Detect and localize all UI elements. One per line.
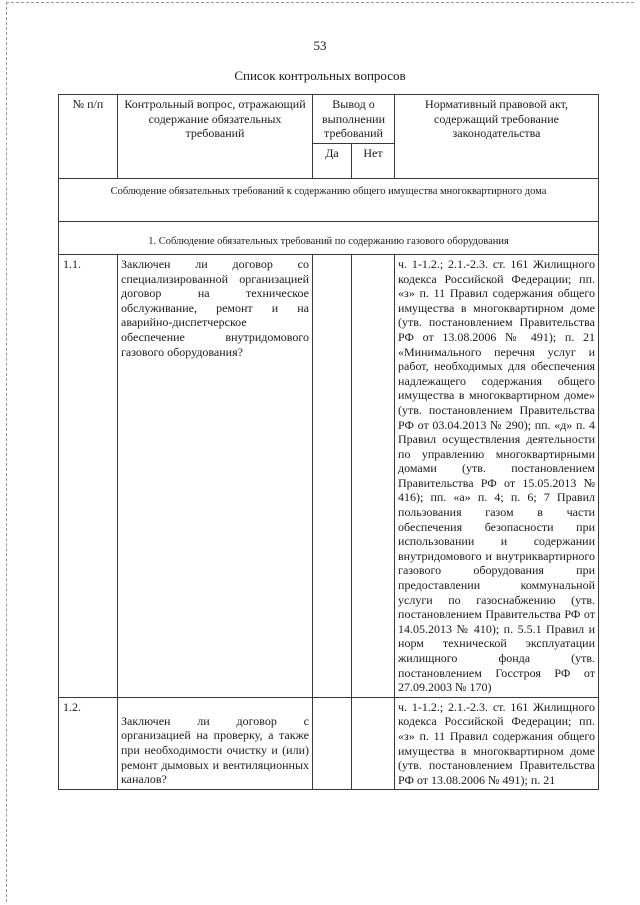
row-question: Заключен ли договор со специализированной организацией договор на техническое обслуживание, ремонт и на аварийно-диспетчерское обеспечение внутридомового газового оборудования?	[118, 254, 313, 697]
section-main-row	[59, 178, 599, 222]
table-row	[59, 254, 599, 697]
header-yes: Да	[313, 143, 352, 178]
header-no: Нет	[352, 143, 395, 178]
row-yes	[313, 697, 352, 790]
header-result: Вывод о выполнении требований	[313, 95, 395, 144]
header-law: Нормативный правовой акт, содержащий требование законодательства	[395, 95, 599, 179]
row-num: 1.2.	[59, 697, 118, 790]
section-sub: 1. Соблюдение обязательных требований по содержанию газового оборудования	[59, 222, 599, 255]
header-question: Контрольный вопрос, отражающий содержание обязательных требований	[118, 95, 313, 179]
table-row	[59, 697, 599, 790]
row-no	[352, 254, 395, 697]
page-number: 53	[313, 38, 327, 53]
checklist-table	[58, 94, 599, 790]
section-main: Соблюдение обязательных требований к содержанию общего имущества многоквартирного дома	[59, 178, 599, 222]
row-law: ч. 1-1.2.; 2.1.-2.3. ст. 161 Жилищного кодекса Российской Федерации; пп. «з» п. 11 Правил содержания общего имущества в многоквартирном доме (утв. постановлением Правительства РФ от 13.08.2006 № 491); п. 21	[395, 697, 599, 790]
row-law: ч. 1-1.2.; 2.1.-2.3. ст. 161 Жилищного кодекса Российской Федерации; пп. «з» п. 11 Правил содержания общего имущества в многоквартирном доме (утв. постановлением Правительства РФ от 13.08.2006 № 491); п. 21 «Минимального перечня услуг и работ, необходимых для обеспечения надлежащего содержания общего имущества в многоквартирном доме» (утв. постановлением Правительства РФ от 03.04.2013 № 290); пп. «д» п. 4 Правил осуществления деятельности по управлению многоквартирными домами (утв. постановлением Правительства РФ от 15.05.2013 № 416); пп. «а» п. 4; п. 6; 7 Правил пользования газом в части обеспечения безопасности при использовании и содержании внутридомового и внутриквартирного газового оборудования при предоставлении коммунальной услуги по газоснабжению (утв. постановлением Правительства РФ от 14.05.2013 № 410); п. 5.5.1 Правил и норм технической эксплуатации жилищного фонда (утв. постановлением Госстроя РФ от 27.09.2003 № 170)	[395, 254, 599, 697]
scan-border-top	[6, 2, 634, 4]
header-num: № п/п	[59, 95, 118, 179]
section-sub-row	[59, 222, 599, 255]
scan-border-left	[6, 2, 8, 902]
row-question: Заключен ли договор с организацией на проверку, а также при необходимости очистку и (или) ремонт дымовых и вентиляционных каналов?	[118, 697, 313, 790]
row-no	[352, 697, 395, 790]
page-title: Список контрольных вопросов	[234, 68, 406, 83]
row-yes	[313, 254, 352, 697]
header-row	[59, 95, 599, 144]
row-num: 1.1.	[59, 254, 118, 697]
